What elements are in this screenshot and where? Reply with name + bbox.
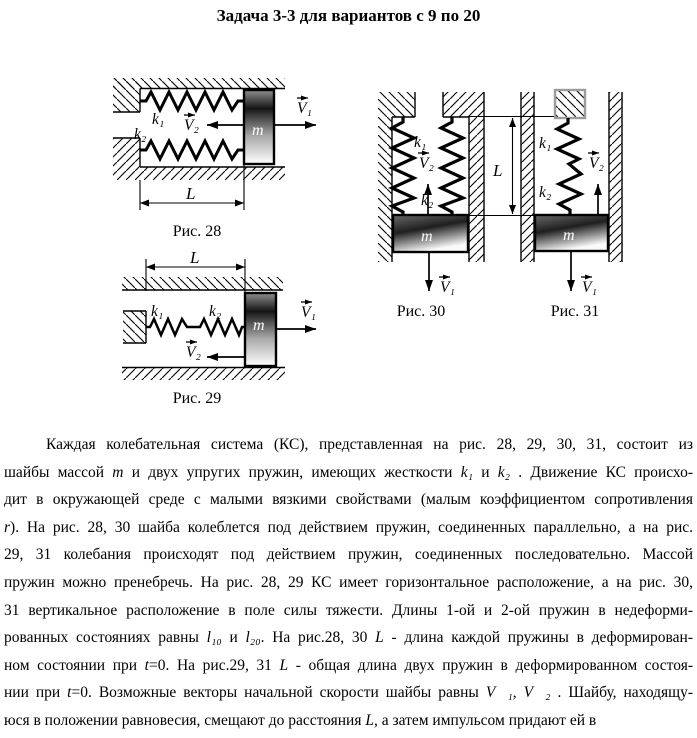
fig31-v1-label: V₁ <box>582 279 597 296</box>
fig30-left-ceiling-block <box>392 92 415 117</box>
fig30-k2-label: k₂ <box>421 192 434 209</box>
fig29-springs-k1-k2 <box>146 319 245 335</box>
paragraph-line: шайбы массой m и двух упругих пружин, имеющих жесткости k₁ и k₂ . Движение КС происхо- <box>4 463 693 481</box>
fig29-floor <box>122 368 285 380</box>
dim-L-label: L <box>493 161 503 180</box>
figure-28 <box>113 78 316 240</box>
paragraph-line: ном состоянии при t=0. На рис.29, 31 L - общая длина двух пружин в деформированном состоя- <box>4 656 693 674</box>
figure-29 <box>122 248 316 407</box>
paragraph-line: рованных состояниях равны l₁₀ и l₂₀. На рис.28, 30 L - длина каждой пружины в деформирован- <box>4 629 693 647</box>
fig28-floor <box>113 167 285 180</box>
fig28-v1-label: V₁ <box>297 100 312 117</box>
fig30-left-wall <box>378 92 392 262</box>
paragraph-line: нии при t=0. Возможные векторы начальной скорости шайбы равны V⃗₁, V⃗₂ . Шайбу, находящу- <box>4 684 694 702</box>
paragraph-line: 31 вертикальное расположение в поле силы тяжести. Длины 1-ой и 2-ой пружин в недеформи- <box>4 601 693 619</box>
fig29-v1-label: V₁ <box>301 304 316 321</box>
fig29-top-wall <box>122 277 283 290</box>
fig31-left-wall <box>521 92 534 262</box>
fig31-right-wall <box>609 92 622 262</box>
fig30-spring-k2 <box>441 117 463 215</box>
paragraph-line: r). На рис. 28, 30 шайба колеблется под действием пружин, соединенных параллельно, а на рис. <box>4 518 693 536</box>
fig29-caption: Рис. 29 <box>172 390 222 407</box>
fig28-k1-label: k₁ <box>152 111 165 128</box>
fig28-k2-label: k₂ <box>134 126 147 143</box>
paragraph-line: дит в окружающей среде с малыми вязкими свойствами (малым коэффициентом сопротивления <box>4 491 693 509</box>
fig30-right-wall <box>469 92 484 262</box>
paragraph-line: пружин можно пренебречь. На рис. 28, 29 КС имеет горизонтальное расположение, а на рис. 30, <box>4 573 693 591</box>
fig30-mid-ceiling-block <box>443 92 469 117</box>
fig31-v2-label: V₂ <box>589 155 604 172</box>
fig30-v2-label: V₂ <box>419 155 434 172</box>
fig28-spring-k1 <box>140 92 244 110</box>
fig28-upper-anchor-block <box>113 78 140 112</box>
fig29-mass-label: m <box>253 317 265 334</box>
fig31-k1-label: k₁ <box>539 135 552 152</box>
figure-31 <box>521 90 622 320</box>
fig29-L-label: L <box>190 248 200 267</box>
fig29-k1-label: k₁ <box>151 303 164 320</box>
fig29-v2-label: V₂ <box>186 344 201 361</box>
fig30-v1-label: V₁ <box>440 279 455 296</box>
paragraph-line: Каждая колебательная система (КС), представленная на рис. 28, 29, 30, 31, состоит из <box>46 436 693 453</box>
paragraph-line: 29, 31 колебания происходят под действием пружин, соединенных последовательно. Массой <box>4 546 693 564</box>
problem-text <box>4 431 693 735</box>
fig29-k2-label: k₂ <box>209 303 222 320</box>
fig31-mass-label: m <box>563 227 575 244</box>
fig31-k2-label: k₂ <box>539 184 552 201</box>
fig30-k1-label: k₁ <box>414 134 427 151</box>
fig30-caption: Рис. 30 <box>396 303 446 320</box>
fig28-mass-label: m <box>252 122 264 139</box>
page-title: Задача 3-3 для вариантов с 9 по 20 <box>216 6 481 25</box>
fig28-caption: Рис. 28 <box>172 223 222 240</box>
fig31-springs-k1-k2 <box>557 118 581 215</box>
fig31-ceiling-block <box>555 90 585 118</box>
fig31-caption: Рис. 31 <box>550 303 600 320</box>
paragraph-line: юся в положении равновесия, смещают до расстояния L, а затем импульсом придают ей в <box>4 711 597 729</box>
fig30-mass-label: m <box>421 228 433 245</box>
figure-30 <box>378 92 484 320</box>
fig29-anchor-block <box>123 311 146 343</box>
fig30-spring-k1 <box>392 117 414 215</box>
fig28-L-label: L <box>186 184 196 203</box>
fig28-spring-k2 <box>140 141 244 159</box>
fig28-v2-label: V₂ <box>184 117 199 134</box>
